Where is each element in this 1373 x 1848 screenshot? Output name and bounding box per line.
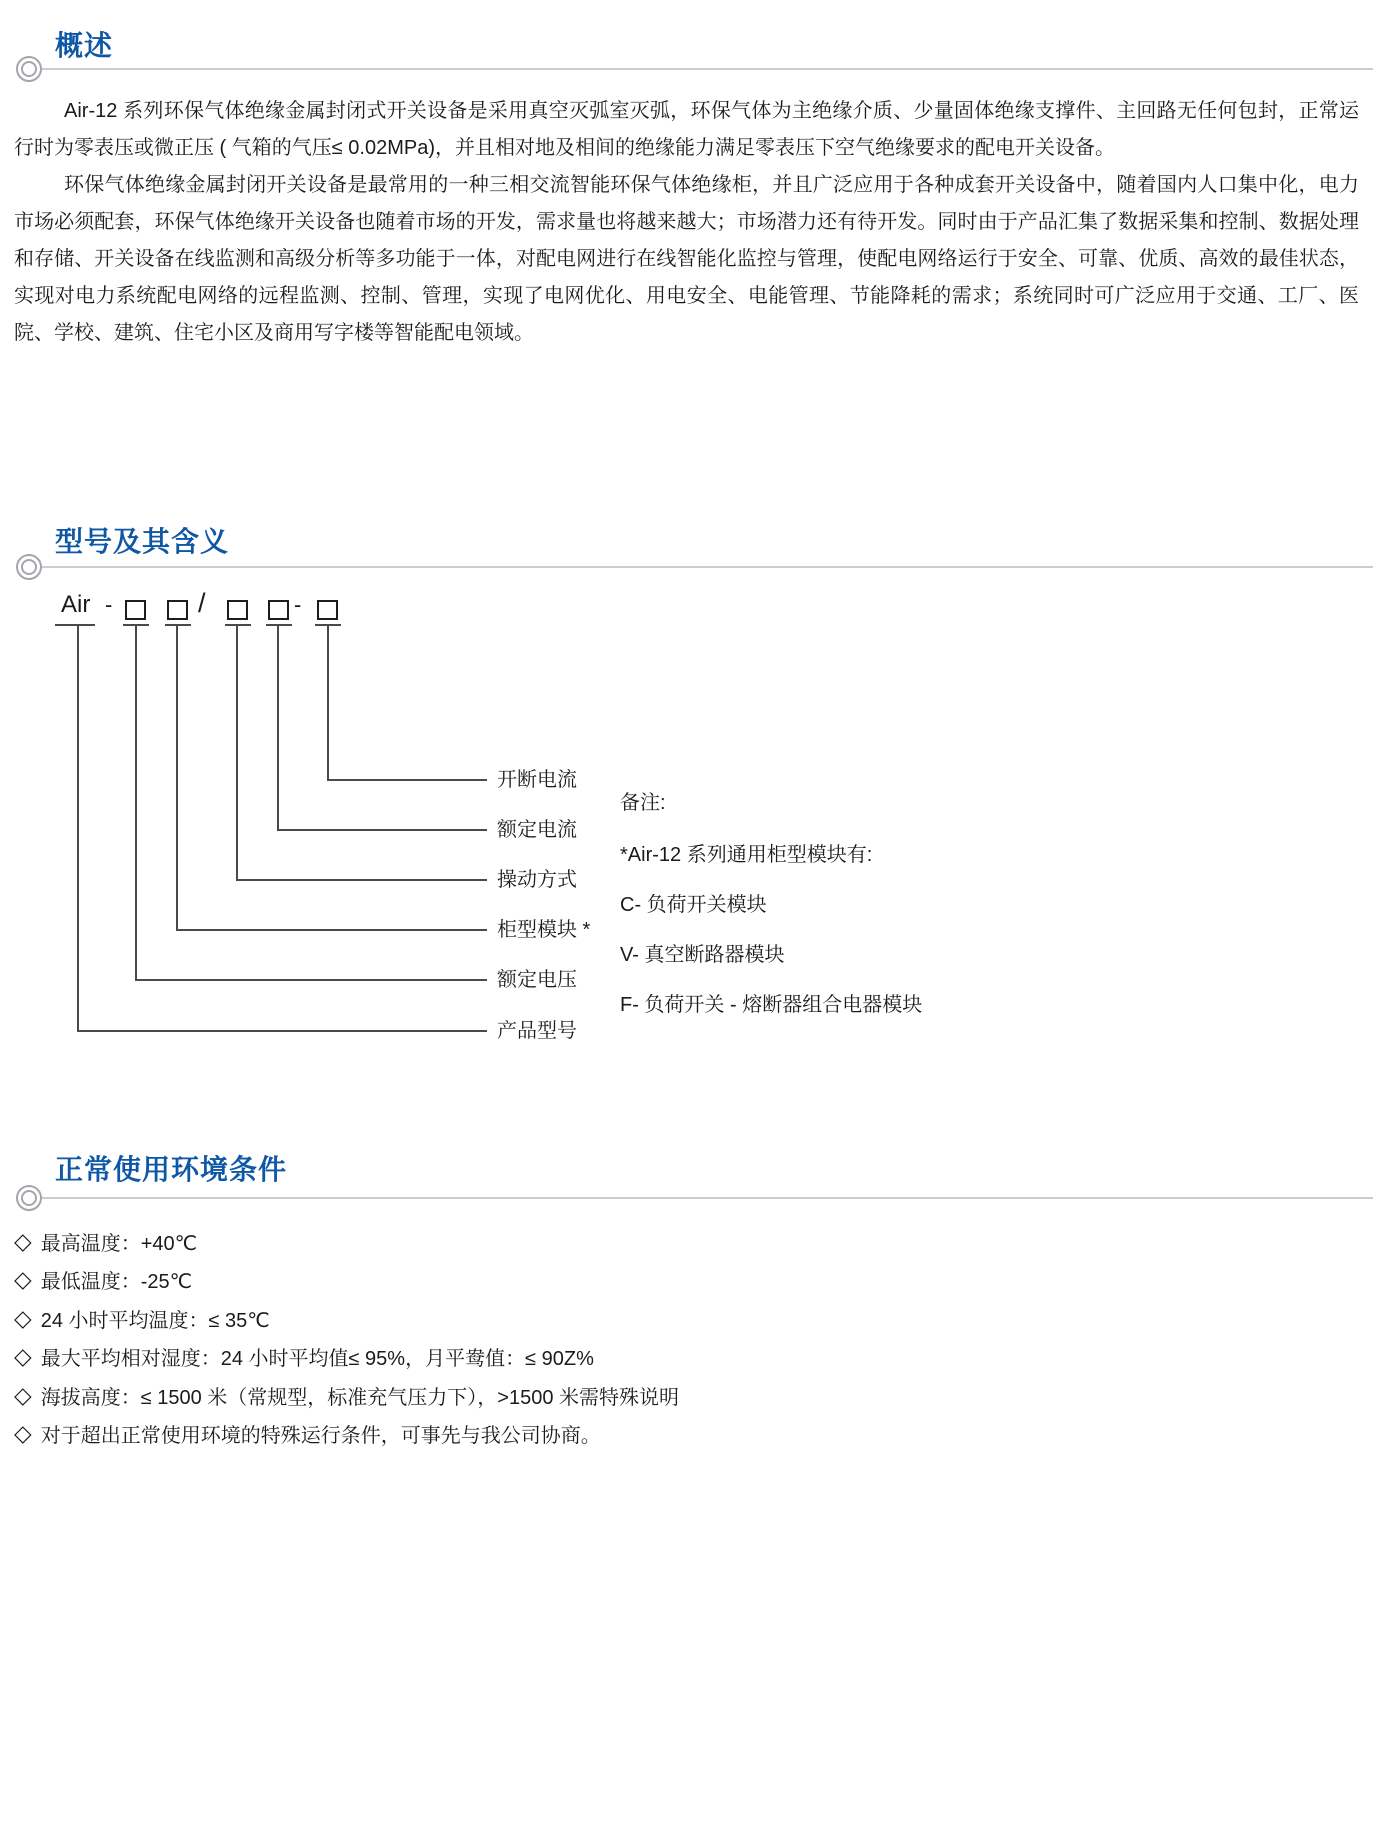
conditions-list — [14, 1222, 679, 1453]
diamond-bullet-icon: ◇ — [14, 1227, 32, 1254]
condition-item — [14, 1299, 679, 1338]
model-label-product-model: 产品型号 — [497, 1020, 577, 1042]
condition-item — [14, 1415, 679, 1454]
model-label-rated-current: 额定电流 — [497, 819, 577, 841]
ring-inner-circle — [21, 1190, 37, 1206]
section-title-model: 型号及其含义 — [55, 526, 230, 557]
section-title-conditions: 正常使用环境条件 — [55, 1154, 288, 1185]
section-ring-icon — [16, 1185, 42, 1211]
overview-paragraphs — [14, 93, 1359, 352]
model-box-operation-mode — [227, 600, 248, 620]
overview-paragraph: Air-12 系列环保气体绝缘金属封闭式开关设备是采用真空灭弧室灭弧，环保气体为主绝缘介质、少量固体绝缘支撑件、主回路无任何包封，正常运行时为零表压或微正压 ( 气箱的气压≤ 0.02MPa)，并且相对地及相间的绝缘能力满足零表压下空气绝缘要求的配电开关设备。 — [14, 100, 1359, 159]
model-label-rated-voltage: 额定电压 — [497, 969, 577, 991]
ring-inner-circle — [21, 61, 37, 77]
model-note-module-f: F- 负荷开关 - 熔断器组合电器模块 — [620, 994, 923, 1016]
model-box-breaking-current — [317, 600, 338, 620]
condition-text: 24 小时平均温度：≤ 35℃ — [40, 1309, 270, 1332]
diamond-bullet-icon: ◇ — [14, 1304, 32, 1331]
model-note-module-c: C- 负荷开关模块 — [620, 894, 767, 916]
section-divider — [42, 68, 1373, 70]
connector-product-model — [77, 626, 487, 1032]
model-slash: / — [198, 588, 206, 618]
model-note-remark: 备注: — [620, 792, 666, 814]
model-dash: - — [294, 592, 302, 617]
section-divider — [42, 566, 1373, 568]
model-label-breaking-current: 开断电流 — [497, 769, 577, 791]
diamond-bullet-icon: ◇ — [14, 1381, 32, 1408]
condition-text: 海拔高度：≤ 1500 米（常规型，标准充气压力下），>1500 米需特殊说明 — [40, 1386, 680, 1409]
condition-text: 对于超出正常使用环境的特殊运行条件，可事先与我公司协商。 — [40, 1425, 601, 1448]
section-divider — [42, 1197, 1373, 1199]
condition-item — [14, 1376, 679, 1415]
model-box-rated-current — [268, 600, 289, 620]
diamond-bullet-icon: ◇ — [14, 1266, 32, 1293]
section-ring-icon — [16, 554, 42, 580]
condition-item — [14, 1338, 679, 1377]
model-label-operation-mode: 操动方式 — [497, 869, 577, 891]
condition-item — [14, 1222, 679, 1261]
diamond-bullet-icon: ◇ — [14, 1343, 32, 1370]
model-dash: - — [105, 592, 113, 617]
condition-text: 最大平均相对湿度：24 小时平均值≤ 95%，月平鸯值：≤ 90Z% — [40, 1348, 594, 1371]
ring-inner-circle — [21, 559, 37, 575]
model-note-series: *Air-12 系列通用柜型模块有: — [620, 844, 873, 866]
model-note-module-v: V- 真空断路器模块 — [620, 944, 785, 966]
section-title-overview: 概述 — [55, 30, 114, 61]
diamond-bullet-icon: ◇ — [14, 1420, 32, 1447]
condition-item — [14, 1261, 679, 1300]
model-prefix: Air — [61, 591, 91, 618]
condition-text: 最低温度：-25℃ — [40, 1271, 193, 1294]
overview-paragraph: 环保气体绝缘金属封闭开关设备是最常用的一种三相交流智能环保气体绝缘柜，并且广泛应用于各种成套开关设备中，随着国内人口集中化，电力市场必须配套，环保气体绝缘开关设备也随着市场的开发，需求量也将越来越大；市场潜力还有待开发。同时由于产品汇集了数据采集和控制、数据处理和存储、开关设备在线监测和高级分析等多功能于一体，对配电网进行在线智能化监控与管理，使配电网络运行于安全、可靠、优质、高效的最佳状态，实现对电力系统配电网络的远程监测、控制、管理，实现了电网优化、用电安全、电能管理、节能降耗的需求；系统同时可广泛应用于交通、工厂、医院、学校、建筑、住宅小区及商用写字楼等智能配电领域。 — [14, 174, 1359, 344]
model-label-cabinet-module: 柜型模块 * — [497, 919, 591, 941]
condition-text: 最高温度：+40℃ — [40, 1232, 198, 1255]
model-box-cabinet-module — [167, 600, 188, 620]
section-ring-icon — [16, 56, 42, 82]
model-box-rated-voltage — [125, 600, 146, 620]
